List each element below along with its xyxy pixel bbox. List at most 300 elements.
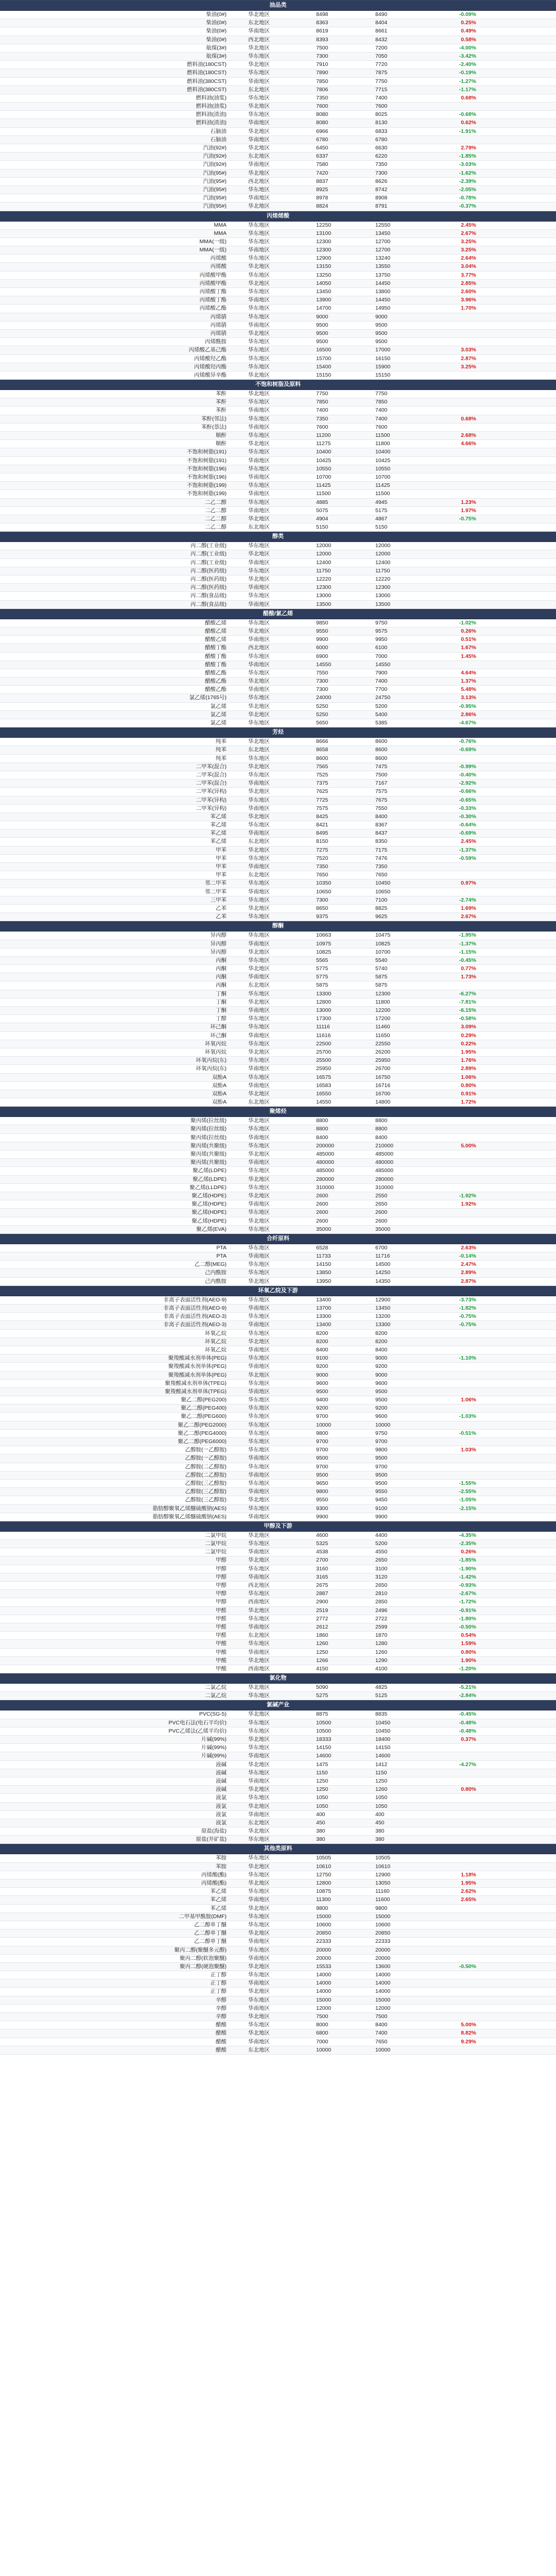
product-name-cell: PVC(SG-5)	[199, 1711, 227, 1718]
region-cell: 华北地区	[248, 846, 270, 853]
row-filler	[481, 1913, 556, 1921]
table-row	[0, 1623, 556, 1632]
product-name-cell: 甲醇	[216, 1590, 227, 1597]
change-percent-cell: 3.04%	[461, 263, 476, 270]
change-percent-cell	[435, 1388, 481, 1396]
change-percent-cell: 2.67%	[461, 913, 476, 920]
change-percent-cell	[435, 559, 481, 567]
price-prev-cell: 12220	[316, 576, 332, 582]
region-cell: 华东地区	[248, 653, 270, 659]
region-cell: 华东地区	[248, 415, 270, 422]
change-percent-cell: 3.09%	[461, 1024, 476, 1030]
region-cell: 华北地区	[248, 1761, 270, 1768]
row-filler	[481, 1371, 556, 1379]
table-row	[0, 1184, 556, 1192]
region-cell: 华东地区	[248, 1692, 270, 1699]
price-current-cell: 10000	[375, 1421, 391, 1428]
product-name-cell: 液氯	[216, 1794, 227, 1801]
change-percent-cell	[435, 888, 481, 896]
price-current-cell: 9500	[375, 1388, 388, 1395]
region-cell: 华北地区	[248, 371, 270, 378]
table-row	[0, 338, 556, 346]
change-percent-cell: 0.58%	[461, 36, 476, 43]
price-current-cell: 8400	[375, 1134, 388, 1141]
price-prev-cell: 4600	[316, 1532, 328, 1538]
row-filler	[481, 432, 556, 439]
price-prev-cell: 13400	[316, 1296, 332, 1303]
change-percent-cell: 8.82%	[461, 2030, 476, 2037]
table-row	[0, 490, 556, 498]
price-current-cell: 11500	[375, 490, 390, 497]
region-cell: 华东地区	[248, 432, 270, 438]
region-cell: 华南地区	[248, 1488, 270, 1495]
table-row	[0, 1380, 556, 1388]
change-percent-cell: 1.72%	[461, 1099, 476, 1106]
region-cell: 华东地区	[248, 771, 270, 778]
price-prev-cell: 10550	[316, 465, 332, 472]
table-row	[0, 2029, 556, 2038]
table-row	[0, 1338, 556, 1346]
price-current-cell: 10550	[375, 465, 391, 472]
row-filler	[481, 601, 556, 608]
product-name-cell: 环氧乙烷	[205, 1330, 227, 1336]
price-prev-cell: 400	[316, 1811, 325, 1818]
price-current-cell: 13600	[375, 1963, 391, 1970]
price-current-cell: 8400	[375, 813, 388, 820]
product-name-cell: 甲醇	[216, 1599, 227, 1605]
table-row	[0, 636, 556, 644]
region-cell: 华南地区	[248, 940, 270, 947]
price-current-cell: 9900	[375, 1513, 388, 1520]
price-prev-cell: 7300	[316, 686, 328, 693]
product-name-cell: 乙二醇单丁醚	[194, 1938, 227, 1945]
price-current-cell: 7400	[375, 678, 388, 685]
table-row	[0, 44, 556, 53]
change-percent-cell: -1.15%	[459, 948, 476, 955]
price-prev-cell: 9200	[316, 1405, 328, 1412]
product-name-cell: 聚羧酸减水剂单体(PEG)	[168, 1371, 227, 1378]
row-filler	[481, 694, 556, 702]
table-row	[0, 1065, 556, 1073]
product-name-cell: MMA(一级)	[199, 238, 227, 245]
row-filler	[481, 1777, 556, 1785]
change-percent-cell: 0.26%	[461, 628, 476, 634]
change-percent-cell: -0.64%	[459, 822, 476, 828]
row-filler	[481, 1296, 556, 1304]
table-row	[0, 779, 556, 788]
price-prev-cell: 8200	[316, 1330, 328, 1336]
price-current-cell: 11716	[375, 1253, 390, 1260]
row-filler	[481, 846, 556, 854]
price-prev-cell: 7750	[316, 391, 328, 397]
product-name-cell: 苯乙烯	[210, 813, 227, 820]
region-cell: 东北地区	[248, 86, 270, 93]
table-row	[0, 1598, 556, 1606]
change-percent-cell	[435, 1338, 481, 1346]
region-cell: 华北地区	[248, 280, 270, 286]
price-current-cell: 480000	[375, 1159, 394, 1166]
table-row	[0, 694, 556, 702]
product-name-cell: 丙烯腈	[210, 313, 227, 320]
price-current-cell: 9750	[375, 619, 388, 626]
region-cell: 华东地区	[248, 1261, 270, 1268]
product-name-cell: 片碱(99%)	[201, 1736, 227, 1742]
region-cell: 华北地区	[248, 1930, 270, 1937]
product-name-cell: 丙烯酸(酯)	[201, 1871, 227, 1878]
price-prev-cell: 7910	[316, 61, 328, 68]
price-prev-cell: 7565	[316, 763, 328, 770]
table-row	[0, 575, 556, 584]
region-cell: 华北地区	[248, 61, 270, 68]
region-cell: 东北地区	[248, 1819, 270, 1826]
table-row	[0, 542, 556, 550]
row-filler	[481, 1413, 556, 1420]
price-current-cell: 13000	[375, 592, 391, 599]
price-current-cell: 7720	[375, 61, 388, 68]
product-name-cell: 二甲基甲酰胺(DMF)	[179, 1913, 227, 1920]
change-percent-cell: 1.69%	[461, 905, 476, 911]
table-row	[0, 879, 556, 888]
product-name-cell: 汽油(92#)	[203, 153, 227, 160]
product-name-cell: 乙醇胺(二乙醇胺)	[185, 1463, 227, 1470]
region-cell: 华东地区	[248, 755, 270, 761]
price-current-cell: 7650	[375, 2038, 388, 2045]
price-prev-cell: 13450	[316, 289, 332, 295]
row-filler	[481, 1684, 556, 1691]
section-rows	[0, 738, 556, 921]
row-filler	[481, 1929, 556, 1937]
price-current-cell: 12000	[375, 551, 391, 557]
price-prev-cell: 7000	[316, 2038, 328, 2045]
change-percent-cell: 2.68%	[461, 432, 476, 438]
product-name-cell: 异丙醇	[210, 948, 227, 955]
section-block	[0, 1844, 556, 2055]
row-filler	[481, 863, 556, 871]
change-percent-cell	[435, 523, 481, 531]
row-filler	[481, 1404, 556, 1412]
product-name-cell: 环己酮	[210, 1032, 227, 1039]
price-prev-cell: 12000	[316, 551, 332, 557]
price-current-cell: 6100	[375, 645, 388, 651]
change-percent-cell	[435, 1463, 481, 1471]
table-row	[0, 981, 556, 990]
price-current-cell: 7350	[375, 161, 388, 168]
price-current-cell: 9700	[375, 1463, 388, 1470]
region-cell: 华南地区	[248, 28, 270, 35]
price-prev-cell: 485000	[316, 1151, 335, 1157]
price-prev-cell: 5250	[316, 703, 328, 709]
price-prev-cell: 6900	[316, 653, 328, 659]
change-percent-cell: -0.75%	[459, 1313, 476, 1320]
table-row	[0, 1811, 556, 1819]
price-current-cell: 280000	[375, 1176, 394, 1182]
product-name-cell: 石脑油	[210, 128, 227, 134]
price-prev-cell: 7850	[316, 399, 328, 405]
region-cell: 华南地区	[248, 1777, 270, 1784]
region-cell: 华北地区	[248, 1371, 270, 1378]
price-prev-cell: 11300	[316, 1896, 331, 1903]
change-percent-cell: -1.37%	[459, 846, 476, 853]
row-filler	[481, 838, 556, 845]
region-cell: 华南地区	[248, 247, 270, 253]
price-prev-cell: 1050	[316, 1794, 328, 1801]
price-current-cell: 7300	[375, 170, 388, 176]
change-percent-cell: -0.45%	[459, 957, 476, 963]
region-cell: 华南地区	[248, 1253, 270, 1260]
change-percent-cell: -1.95%	[459, 932, 476, 939]
region-cell: 华北地区	[248, 1711, 270, 1718]
price-prev-cell: 5250	[316, 711, 328, 718]
product-name-cell: 柴油(0#)	[206, 28, 227, 35]
price-current-cell: 7400	[375, 415, 388, 422]
row-filler	[481, 1556, 556, 1564]
row-filler	[481, 406, 556, 414]
price-current-cell: 8400	[375, 1346, 388, 1353]
product-name-cell: 不饱和树脂(199)	[186, 490, 227, 497]
table-row	[0, 1261, 556, 1269]
change-percent-cell: 2.67%	[461, 230, 476, 236]
section-header: 环氧乙烷及下游	[0, 1286, 556, 1296]
table-row	[0, 1446, 556, 1454]
table-row	[0, 457, 556, 465]
product-name-cell: 非离子表面活性剂(AEO-9)	[163, 1296, 227, 1303]
table-row	[0, 1786, 556, 1794]
table-row	[0, 1794, 556, 1802]
row-filler	[481, 1074, 556, 1081]
region-cell: 华南地区	[248, 1455, 270, 1462]
change-percent-cell: 0.80%	[461, 1649, 476, 1655]
product-name-cell: 脂肪醇聚氧乙烯醚硫酸钠(AES)	[152, 1505, 227, 1512]
product-name-cell: 纯苯	[216, 755, 227, 761]
change-percent-cell: -0.99%	[459, 763, 476, 770]
product-name-cell: 汽油(95#)	[203, 195, 227, 201]
product-name-cell: 丙烯酸乙基己酯	[188, 347, 227, 353]
change-percent-cell: 2.60%	[461, 289, 476, 295]
region-cell: 华南地区	[248, 1388, 270, 1395]
change-percent-cell: -0.51%	[459, 1430, 476, 1436]
product-name-cell: 乙苯	[216, 913, 227, 920]
region-cell: 华北地区	[248, 1828, 270, 1835]
change-percent-cell: 5.48%	[461, 686, 476, 693]
row-filler	[481, 788, 556, 795]
change-percent-cell	[435, 2005, 481, 2012]
price-current-cell: 12400	[375, 559, 391, 566]
product-name-cell: 二甲苯(混合)	[196, 780, 227, 787]
price-prev-cell: 16550	[316, 1090, 332, 1097]
price-prev-cell: 15533	[316, 1963, 332, 1970]
row-filler	[481, 255, 556, 262]
product-name-cell: 聚羧酸减水剂单体(TPEG)	[165, 1388, 227, 1395]
region-cell: 华南地区	[248, 830, 270, 837]
product-name-cell: 丙烯酸异辛酯	[194, 371, 227, 378]
change-percent-cell: -2.05%	[459, 186, 476, 193]
section-block	[0, 727, 556, 921]
change-percent-cell: 2.86%	[461, 711, 476, 718]
row-filler	[481, 263, 556, 270]
price-current-cell: 2650	[375, 1582, 388, 1588]
region-cell: 华南地区	[248, 1201, 270, 1208]
change-percent-cell	[435, 1777, 481, 1785]
row-filler	[481, 779, 556, 787]
region-cell: 华南地区	[248, 1649, 270, 1655]
table-row	[0, 896, 556, 905]
price-prev-cell: 7650	[316, 872, 328, 878]
table-row	[0, 559, 556, 567]
product-name-cell: 丙烯酸羟乙酯	[194, 355, 227, 362]
row-filler	[481, 1871, 556, 1879]
row-filler	[481, 128, 556, 135]
table-row	[0, 280, 556, 288]
section-header: 醋酸/氯乙烯	[0, 609, 556, 619]
region-cell: 华东地区	[248, 1074, 270, 1080]
table-row	[0, 1330, 556, 1338]
price-current-cell: 4867	[375, 515, 388, 522]
change-percent-cell	[435, 2013, 481, 2021]
table-row	[0, 186, 556, 194]
row-filler	[481, 1346, 556, 1354]
product-name-cell: 丙烯酸丁酯	[199, 289, 227, 295]
table-row	[0, 406, 556, 415]
price-current-cell: 380	[375, 1836, 385, 1843]
table-row	[0, 686, 556, 694]
table-row	[0, 69, 556, 77]
price-current-cell: 9000	[375, 1371, 388, 1378]
table-row	[0, 965, 556, 973]
product-name-cell: 丙二醇(医药级)	[190, 567, 227, 574]
region-cell: 西南地区	[248, 1599, 270, 1605]
product-name-cell: 聚乙二醇(PEG600)	[181, 1413, 227, 1420]
region-cell: 东北地区	[248, 2046, 270, 2053]
change-percent-cell: 2.64%	[461, 255, 476, 262]
row-filler	[481, 1505, 556, 1513]
price-current-cell: 9575	[375, 628, 388, 634]
price-current-cell: 20000	[375, 1946, 391, 1953]
price-prev-cell: 20000	[316, 1955, 332, 1961]
price-current-cell: 9500	[375, 338, 388, 345]
row-filler	[481, 1548, 556, 1556]
region-cell: 华东地区	[248, 355, 270, 362]
table-row	[0, 144, 556, 152]
row-filler	[481, 136, 556, 144]
product-name-cell: MMA	[214, 222, 227, 228]
product-name-cell: 聚羧酸减水剂单体(PEG)	[168, 1363, 227, 1370]
product-name-cell: 甲醇	[216, 1573, 227, 1580]
change-percent-cell	[435, 1836, 481, 1843]
price-current-cell: 4945	[375, 499, 388, 505]
product-name-cell: 环己酮	[210, 1024, 227, 1030]
change-percent-cell: -1.10%	[459, 1355, 476, 1362]
product-name-cell: 脂肪醇聚氧乙烯醚硫酸钠(AES)	[152, 1513, 227, 1520]
price-current-cell: 12900	[375, 1296, 391, 1303]
product-name-cell: 航煤(3#)	[206, 53, 227, 59]
change-percent-cell: 1.67%	[461, 645, 476, 651]
table-row	[0, 746, 556, 754]
price-current-cell: 7650	[375, 872, 388, 878]
price-prev-cell: 7420	[316, 170, 328, 176]
region-cell: 华北地区	[248, 703, 270, 709]
price-prev-cell: 8393	[316, 36, 328, 43]
table-row	[0, 1269, 556, 1277]
row-filler	[481, 448, 556, 456]
change-percent-cell: 0.25%	[461, 20, 476, 26]
price-prev-cell: 11750	[316, 567, 331, 574]
price-current-cell: 14450	[375, 297, 391, 303]
table-row	[0, 1040, 556, 1048]
table-row	[0, 1955, 556, 1963]
row-filler	[481, 973, 556, 981]
table-row	[0, 1761, 556, 1769]
price-prev-cell: 310000	[316, 1184, 335, 1191]
change-percent-cell: -2.74%	[459, 896, 476, 903]
table-row	[0, 330, 556, 338]
row-filler	[481, 507, 556, 515]
row-filler	[481, 1040, 556, 1048]
price-current-cell: 5150	[375, 524, 388, 531]
row-filler	[481, 829, 556, 837]
table-row	[0, 1888, 556, 1896]
price-prev-cell: 4885	[316, 499, 328, 505]
price-prev-cell: 12300	[316, 247, 332, 253]
price-current-cell: 7700	[375, 686, 388, 693]
change-percent-cell	[435, 313, 481, 321]
table-row	[0, 1363, 556, 1371]
region-cell: 华东地区	[248, 222, 270, 228]
region-cell: 华东地区	[248, 619, 270, 626]
product-name-cell: 环氧丙烷(东)	[196, 1057, 227, 1064]
price-prev-cell: 13100	[316, 230, 332, 236]
table-row	[0, 363, 556, 371]
product-name-cell: 聚乙烯(HDPE)	[192, 1209, 227, 1216]
price-prev-cell: 14000	[316, 1972, 332, 1978]
product-name-cell: 正丁醇	[210, 1980, 227, 1987]
change-percent-cell: 3.13%	[461, 694, 476, 701]
row-filler	[481, 78, 556, 86]
price-prev-cell: 4904	[316, 515, 328, 522]
table-row	[0, 1463, 556, 1471]
change-percent-cell: 0.22%	[461, 1040, 476, 1047]
change-percent-cell: -7.81%	[459, 998, 476, 1005]
region-cell: 华南地区	[248, 888, 270, 895]
change-percent-cell	[435, 550, 481, 558]
price-prev-cell: 7806	[316, 86, 328, 93]
product-name-cell: 纯苯	[216, 738, 227, 745]
region-cell: 华北地区	[248, 103, 270, 110]
change-percent-cell: 3.25%	[461, 363, 476, 370]
price-prev-cell: 8498	[316, 11, 328, 18]
price-prev-cell: 9550	[316, 1497, 328, 1503]
price-current-cell: 8025	[375, 111, 388, 118]
product-name-cell: 聚羧酸减水剂单体(TPEG)	[165, 1380, 227, 1386]
region-cell: 华南地区	[248, 490, 270, 497]
region-cell: 华南地区	[248, 2038, 270, 2045]
product-name-cell: 汽油(95#)	[203, 170, 227, 176]
price-prev-cell: 8824	[316, 203, 328, 210]
price-prev-cell: 12300	[316, 238, 332, 245]
row-filler	[481, 931, 556, 939]
section-rows	[0, 11, 556, 211]
price-prev-cell: 13150	[316, 263, 332, 270]
price-current-cell: 2599	[375, 1623, 388, 1630]
region-cell: 华北地区	[248, 711, 270, 718]
product-name-cell: 液碱	[216, 1769, 227, 1776]
change-percent-cell: -3.73%	[459, 1296, 476, 1303]
region-cell: 华南地区	[248, 423, 270, 430]
price-prev-cell: 13300	[316, 1313, 332, 1320]
product-name-cell: 甲醛	[216, 1607, 227, 1614]
region-cell: 华北地区	[248, 628, 270, 634]
price-current-cell: 9550	[375, 1488, 388, 1495]
row-filler	[481, 813, 556, 821]
